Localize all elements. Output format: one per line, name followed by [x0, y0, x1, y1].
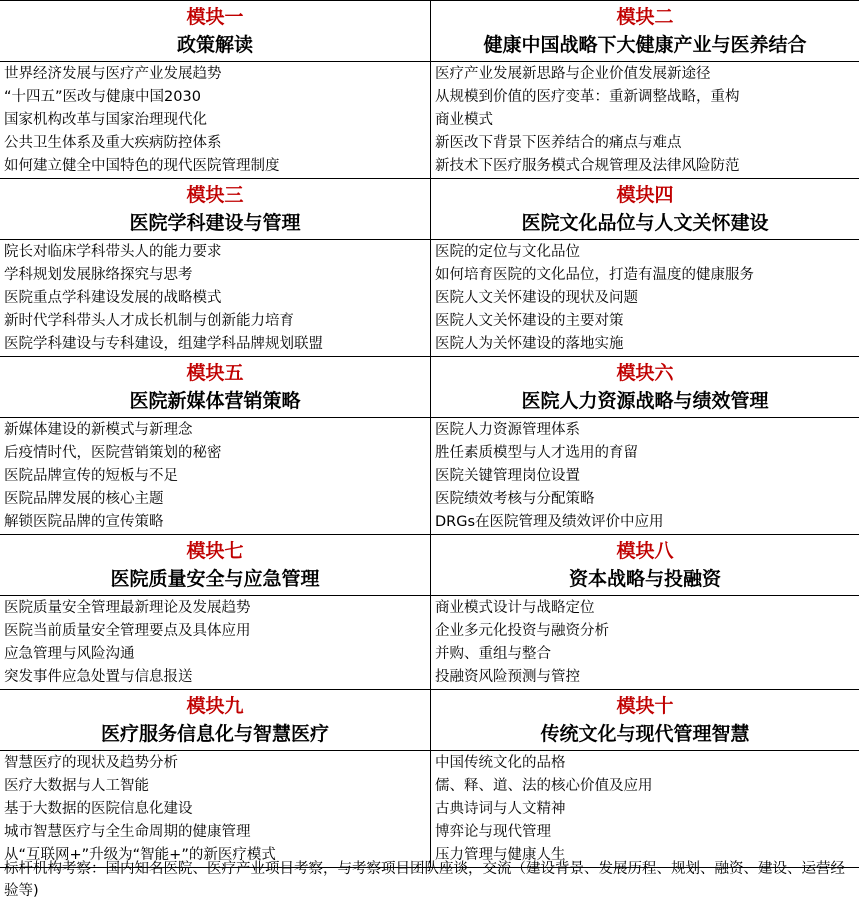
module-cell — [430, 1, 859, 178]
module-topic-list — [0, 62, 430, 178]
module-topic: 世界经济发展与医疗产业发展趋势 — [4, 66, 222, 82]
module-number: 模块十 — [616, 695, 674, 717]
module-cell — [0, 1, 430, 178]
module-header — [431, 357, 859, 418]
module-topic: 医院当前质量安全管理要点及具体应用 — [4, 623, 251, 639]
module-header — [431, 690, 859, 751]
module-topic: 商业模式设计与战略定位 — [435, 600, 595, 616]
module-topic-list — [431, 751, 859, 867]
module-cell — [0, 535, 430, 689]
module-header — [431, 1, 859, 62]
module-topic: 投融资风险预测与管控 — [435, 669, 580, 685]
module-topic: 如何培育医院的文化品位，打造有温度的健康服务 — [435, 267, 754, 283]
module-topic: 医院绩效考核与分配策略 — [435, 491, 595, 507]
module-cell — [430, 179, 859, 356]
module-topic: 基于大数据的医院信息化建设 — [4, 801, 193, 817]
module-number: 模块四 — [616, 184, 674, 206]
module-topic-list — [0, 418, 430, 534]
module-topic: 医院重点学科建设发展的战略模式 — [4, 290, 222, 306]
module-topic: 博弈论与现代管理 — [435, 824, 551, 840]
module-topic-list — [431, 418, 859, 534]
module-topic: 医院关键管理岗位设置 — [435, 468, 580, 484]
module-topic: 医疗大数据与人工智能 — [4, 778, 149, 794]
module-topic: 压力管理与健康人生 — [435, 847, 566, 863]
module-topic: 医院品牌宣传的短板与不足 — [4, 468, 178, 484]
module-cell — [0, 690, 430, 867]
module-topic: 医院的定位与文化品位 — [435, 244, 580, 260]
module-topic: 如何建立健全中国特色的现代医院管理制度 — [4, 158, 280, 174]
module-number: 模块九 — [186, 695, 244, 717]
module-number: 模块五 — [186, 362, 244, 384]
module-topic: 医院人文关怀建设的主要对策 — [435, 313, 624, 329]
module-topic: 从规模到价值的医疗变革：重新调整战略，重构 — [435, 89, 740, 105]
module-topic: 国家机构改革与国家治理现代化 — [4, 112, 207, 128]
module-title: 传统文化与现代管理智慧 — [540, 723, 750, 745]
module-topic: “十四五”医改与健康中国2030 — [4, 89, 201, 105]
module-title: 资本战略与投融资 — [568, 568, 721, 590]
module-header — [0, 357, 430, 418]
module-number: 模块七 — [186, 540, 244, 562]
module-title: 政策解读 — [176, 34, 253, 56]
module-topic: 新媒体建设的新模式与新理念 — [4, 422, 193, 438]
benchmark-visit-note: 标杆机构考察：国内知名医院、医疗产业项目考察，与考察项目团队座谈，交流（建设背景、发展历程、规划、融资、建设、运营经验等) — [4, 861, 845, 899]
module-topic: 城市智慧医疗与全生命周期的健康管理 — [4, 824, 251, 840]
module-header — [0, 179, 430, 240]
module-topic: 智慧医疗的现状及趋势分析 — [4, 755, 178, 771]
module-topic: 医院品牌发展的核心主题 — [4, 491, 164, 507]
module-title: 医院人力资源战略与绩效管理 — [521, 390, 769, 412]
module-topic: 解锁医院品牌的宣传策略 — [4, 514, 164, 530]
module-topic-list — [0, 751, 430, 867]
module-header — [431, 535, 859, 596]
module-topic-list — [431, 62, 859, 178]
module-topic-list — [0, 240, 430, 356]
module-row — [0, 690, 859, 868]
module-title: 医院学科建设与管理 — [129, 212, 301, 234]
module-topic: 学科规划发展脉络探究与思考 — [4, 267, 193, 283]
module-topic: 医院学科建设与专科建设，组建学科品牌规划联盟 — [4, 336, 323, 352]
module-topic: 医院人为关怀建设的落地实施 — [435, 336, 624, 352]
module-topic: 公共卫生体系及重大疾病防控体系 — [4, 135, 222, 151]
module-topic: DRGs在医院管理及绩效评价中应用 — [435, 514, 664, 530]
module-topic: 医院人力资源管理体系 — [435, 422, 580, 438]
module-topic: 应急管理与风险沟通 — [4, 646, 135, 662]
module-header — [0, 1, 430, 62]
module-topic: 中国传统文化的品格 — [435, 755, 566, 771]
module-topic: 医院人文关怀建设的现状及问题 — [435, 290, 638, 306]
module-number: 模块一 — [186, 6, 244, 28]
module-topic: 后疫情时代，医院营销策划的秘密 — [4, 445, 222, 461]
module-title: 健康中国战略下大健康产业与医养结合 — [483, 34, 807, 56]
module-topic: 从“互联网+”升级为“智能+”的新医疗模式 — [4, 847, 276, 863]
module-topic: 古典诗词与人文精神 — [435, 801, 566, 817]
module-number: 模块八 — [616, 540, 674, 562]
module-number: 模块六 — [616, 362, 674, 384]
module-topic: 儒、释、道、法的核心价值及应用 — [435, 778, 653, 794]
module-topic: 企业多元化投资与融资分析 — [435, 623, 609, 639]
module-header — [0, 690, 430, 751]
module-cell — [430, 690, 859, 867]
module-cell — [430, 535, 859, 689]
module-title: 医院质量安全与应急管理 — [110, 568, 320, 590]
module-topic: 并购、重组与整合 — [435, 646, 551, 662]
module-cell — [0, 357, 430, 534]
module-topic-list — [0, 596, 430, 689]
module-topic: 新医改下背景下医养结合的痛点与难点 — [435, 135, 682, 151]
module-number: 模块二 — [616, 6, 674, 28]
module-cell — [0, 179, 430, 356]
module-topic-list — [431, 240, 859, 356]
module-topic: 医院质量安全管理最新理论及发展趋势 — [4, 600, 251, 616]
module-header — [0, 535, 430, 596]
module-row — [0, 0, 859, 179]
module-row — [0, 179, 859, 357]
module-topic: 商业模式 — [435, 112, 493, 128]
module-topic: 医疗产业发展新思路与企业价值发展新途径 — [435, 66, 711, 82]
module-topic: 院长对临床学科带头人的能力要求 — [4, 244, 222, 260]
module-topic: 新时代学科带头人才成长机制与创新能力培育 — [4, 313, 294, 329]
module-title: 医疗服务信息化与智慧医疗 — [100, 723, 329, 745]
module-cell — [430, 357, 859, 534]
module-row — [0, 357, 859, 535]
module-title: 医院新媒体营销策略 — [129, 390, 301, 412]
module-topic: 胜任素质模型与人才选用的育留 — [435, 445, 638, 461]
module-topic: 新技术下医疗服务模式合规管理及法律风险防范 — [435, 158, 740, 174]
module-header — [431, 179, 859, 240]
module-title: 医院文化品位与人文关怀建设 — [521, 212, 769, 234]
module-topic: 突发事件应急处置与信息报送 — [4, 669, 193, 685]
module-topic-list — [431, 596, 859, 689]
module-row — [0, 535, 859, 690]
module-number: 模块三 — [186, 184, 244, 206]
